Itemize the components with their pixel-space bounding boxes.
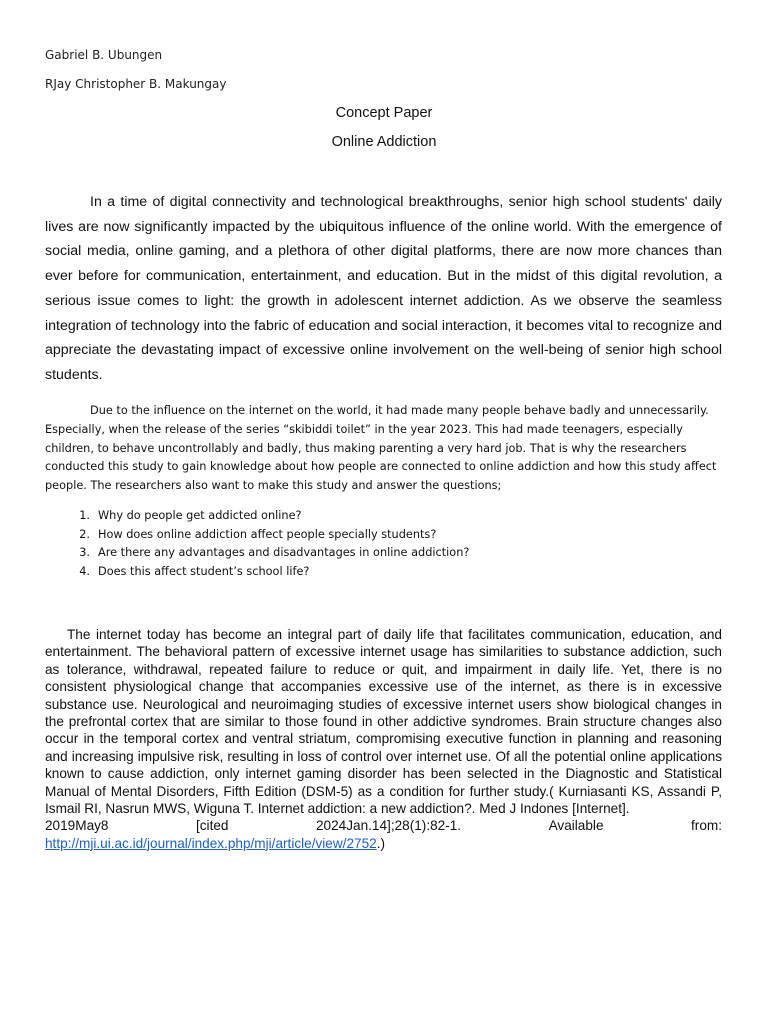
- background-paragraph: [45, 402, 722, 496]
- citation-line: [45, 817, 722, 834]
- list-item-text: Does this affect student’s school life?: [98, 564, 310, 578]
- list-item: [45, 507, 695, 526]
- list-item-number: 2.: [79, 527, 90, 541]
- list-item: [45, 526, 695, 545]
- literature-paragraph-body: [45, 626, 722, 817]
- list-item-text: Are there any advantages and disadvantages in online addiction?: [98, 546, 470, 560]
- paper-topic-title: Online Addiction: [331, 134, 437, 150]
- list-item: [45, 563, 695, 582]
- background-paragraph-text: Due to the influence on the internet on the world, it had made many people behave badly and unnecessarily. Especially, when the release of the series “skibiddi toilet” in the year 2023. This had made teenagers, especially children, to behave uncontrollably and badly, thus making parenting a very hard job. That is why the researchers conducted this study to gain knowledge about how people are connected to online addiction and how this study affect people. The researchers also want to make this study and answer the questions;: [45, 404, 717, 493]
- literature-paragraph: [45, 626, 722, 852]
- intro-paragraph-text: In a time of digital connectivity and technological breakthroughs, senior high school students' daily lives are now significantly impacted by the ubiquitous influence of the online world. With the emergence of social media, online gaming, and a plethora of other digital platforms, there are now more chances than ever before for communication, entertainment, and education. But in the midst of this digital revolution, a serious issue comes to light: the growth in adolescent internet addiction. As we observe the seamless integration of technology into the fabric of education and social interaction, it becomes vital to recognize and appreciate the devastating impact of excessive online involvement on the well-being of senior high school students.: [45, 194, 722, 383]
- list-item-number: 4.: [79, 564, 90, 578]
- paper-type-title: Concept Paper: [335, 105, 433, 121]
- citation-available: Available: [548, 818, 604, 834]
- research-questions-list: [45, 507, 695, 581]
- citation-cited: [cited: [195, 818, 229, 834]
- list-item-text: How does online addiction affect people specially students?: [98, 527, 437, 541]
- author-name-1: Gabriel B. Ubungen: [45, 48, 163, 62]
- list-item-text: Why do people get addicted online?: [98, 509, 302, 522]
- list-item: [45, 544, 695, 563]
- intro-paragraph: [45, 190, 722, 388]
- list-item-number: 1.: [79, 509, 90, 522]
- citation-date: 2019May8: [45, 818, 109, 834]
- list-item-number: 3.: [79, 546, 90, 560]
- citation-from: from:: [691, 818, 722, 834]
- citation-link[interactable]: http://mji.ui.ac.id/journal/index.php/mji/article/view/2752: [45, 835, 377, 851]
- citation-closing: .): [376, 835, 386, 851]
- author-name-2: RJay Christopher B. Makungay: [45, 77, 227, 91]
- citation-url-line: [45, 835, 722, 852]
- literature-paragraph-text: The internet today has become an integral part of daily life that facilitates communication, education, and entertainment. The behavioral pattern of excessive internet usage has similarities to substance addiction, such as tolerance, withdrawal, repeated failure to reduce or quit, and impairment in daily life. Yet, there is no consistent physiological change that accompanies excessive use of the internet, as there is in excessive substance use. Neurological and neuroimaging studies of excessive internet users show biological changes in the prefrontal cortex that are similar to those found in other addictive syndromes. Brain structure changes also occur in the temporal cortex and ventral striatum, compromising executive function in planning and reasoning and increasing impulsive risk, resulting in loss of control over internet use. Of all the potential online applications known to cause addiction, only internet gaming disorder has been selected in the Diagnostic and Statistical Manual of Mental Disorders, Fifth Edition (DSM-5) as a condition for further study.( Kurniasanti KS, Assandi P, Ismail RI, Nasrun MWS, Wiguna T. Internet addiction: a new addiction?. Med J Indones [Internet].: [45, 627, 722, 817]
- citation-volume: 2024Jan.14];28(1):82-1.: [315, 818, 462, 834]
